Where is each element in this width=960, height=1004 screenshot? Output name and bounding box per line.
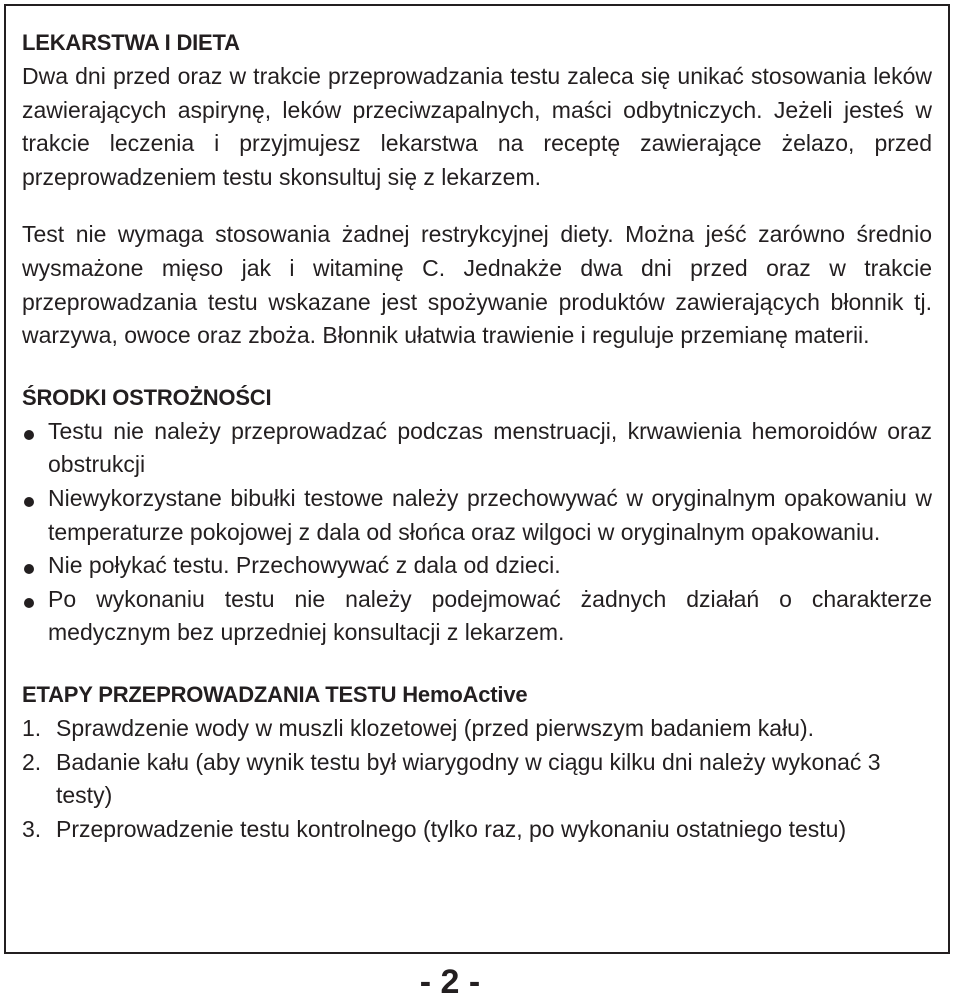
diet-paragraph: Test nie wymaga stosowania żadnej restrykcyjnej diety. Można jeść zarówno średnio wysmażone mięso jak i witaminę C. Jednakże dwa dni przed oraz w trakcie przeprowadzania testu wskazane jest spożywanie produktów zawierających błonnik tj. warzywa, owoce oraz zboża. Błonnik ułatwia trawienie i reguluje przemianę materii. — [22, 221, 932, 349]
document-body — [22, 26, 932, 846]
list-item — [22, 712, 932, 746]
steps-list — [22, 712, 932, 846]
list-item — [22, 482, 932, 549]
bullet-icon — [24, 497, 34, 507]
list-item-text: Nie połykać testu. Przechowywać z dala od dzieci. — [48, 552, 561, 579]
step-number: 2. — [22, 748, 42, 775]
section-title-steps: ETAPY PRZEPROWADZANIA TESTU HemoActive — [22, 681, 528, 707]
list-item — [22, 746, 932, 813]
test-steps-section — [22, 678, 932, 846]
bullet-icon — [24, 598, 34, 608]
step-text: Przeprowadzenie testu kontrolnego (tylko raz, po wykonaniu ostatniego testu) — [56, 815, 847, 842]
step-number: 3. — [22, 815, 42, 842]
step-text: Sprawdzenie wody w muszli klozetowej (przed pierwszym badaniem kału). — [56, 714, 815, 741]
list-item — [22, 583, 932, 650]
bullet-icon — [24, 564, 34, 574]
precautions-section — [22, 381, 932, 650]
section-title-medication: LEKARSTWA I DIETA — [22, 30, 240, 55]
page-number: - 2 - — [419, 963, 481, 1001]
medication-paragraph: Dwa dni przed oraz w trakcie przeprowadzania testu zaleca się unikać stosowania leków zawierających aspirynę, leków przeciwzapalnych, maści odbytniczych. Jeżeli jesteś w trakcie leczenia i przyjmujesz lekarstwa na receptę zawierające żelazo, przed przeprowadzeniem testu skonsultuj się z lekarzem. — [22, 63, 932, 190]
precautions-list — [22, 415, 932, 650]
list-item — [22, 549, 932, 583]
medication-diet-section — [22, 26, 932, 353]
bullet-icon — [24, 430, 34, 440]
section-title-precautions: ŚRODKI OSTROŻNOŚCI — [22, 384, 272, 410]
list-item-text: Po wykonaniu testu nie należy podejmować żadnych działań o charakterze medycznym bez uprzedniej konsultacji z lekarzem. — [48, 585, 932, 646]
list-item — [22, 415, 932, 482]
list-item-text: Niewykorzystane bibułki testowe należy przechowywać w oryginalnym opakowaniu w temperaturze pokojowej z dala od słońca oraz wilgoci w oryginalnym opakowaniu. — [48, 484, 932, 545]
step-text: Badanie kału (aby wynik testu był wiarygodny w ciągu kilku dni należy wykonać 3 testy) — [56, 748, 881, 809]
list-item — [22, 813, 932, 847]
step-number: 1. — [22, 714, 42, 741]
list-item-text: Testu nie należy przeprowadzać podczas menstruacji, krwawienia hemoroidów oraz obstrukcji — [48, 417, 932, 478]
